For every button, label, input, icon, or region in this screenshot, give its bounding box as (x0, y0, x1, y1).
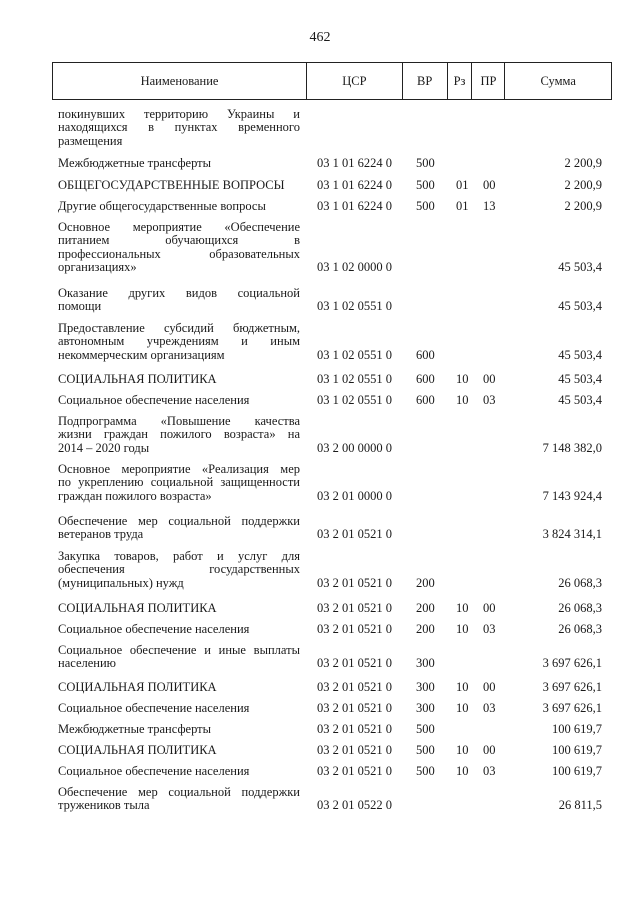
row-name-line: автономным учреждениям и иным (58, 334, 300, 349)
row-csr: 03 2 01 0521 0 (317, 722, 392, 736)
row-name (58, 644, 300, 671)
row-name-line: СОЦИАЛЬНАЯ ПОЛИТИКА (58, 680, 217, 694)
row-sum: 45 503,4 (558, 299, 602, 314)
row-pr: 00 (483, 743, 496, 757)
row-vr: 600 (416, 372, 435, 386)
row-csr: 03 2 01 0521 0 (317, 680, 392, 694)
row-name-line: Обеспечение мер социальной поддержки (58, 514, 300, 528)
row-name-line: покинувших территорию Украины и (58, 107, 300, 121)
row-csr: 03 2 01 0521 0 (317, 601, 392, 615)
row-name-line: Социальное обеспечение населения (58, 701, 250, 715)
row-sum: 26 811,5 (558, 798, 602, 813)
row-pr: 03 (483, 622, 496, 636)
row-name-line: Закупка товаров, работ и услуг для (58, 549, 300, 563)
row-name (58, 550, 300, 590)
row-csr: 03 1 01 6224 0 (317, 199, 392, 213)
row-csr: 03 2 00 0000 0 (317, 440, 392, 455)
row-name-line: населению (58, 656, 116, 671)
row-sum: 3 697 626,1 (542, 701, 602, 715)
row-csr: 03 2 01 0522 0 (317, 798, 392, 813)
row-name-line: Межбюджетные трансферты (58, 156, 212, 170)
row-name-line: Другие общегосударственные вопросы (58, 199, 266, 213)
row-name (58, 515, 300, 542)
row-vr: 600 (416, 393, 435, 407)
row-rz: 10 (456, 701, 469, 715)
column-header-vr: ВР (403, 63, 448, 99)
row-csr: 03 1 02 0551 0 (317, 393, 392, 407)
row-vr: 200 (416, 575, 435, 590)
row-csr: 03 2 01 0521 0 (317, 764, 392, 778)
row-name (58, 681, 300, 694)
row-name-line: некоммерческим организациям (58, 347, 225, 362)
row-name (58, 723, 300, 736)
row-vr: 500 (416, 764, 435, 778)
row-name-line: граждан пожилого возраста» (58, 488, 212, 503)
row-rz: 10 (456, 764, 469, 778)
row-name (58, 373, 300, 386)
page-number: 462 (309, 30, 331, 45)
row-csr: 03 2 01 0521 0 (317, 527, 392, 542)
row-pr: 00 (483, 178, 496, 192)
row-name-line: Социальное обеспечение населения (58, 764, 250, 778)
row-name-line: помощи (58, 299, 102, 314)
row-csr: 03 1 02 0000 0 (317, 260, 392, 275)
row-pr: 00 (483, 601, 496, 615)
row-sum: 45 503,4 (558, 393, 602, 407)
row-csr: 03 1 02 0551 0 (317, 299, 392, 314)
row-name-line: Предоставление субсидий бюджетным, (58, 321, 300, 335)
row-name-line: тружеников тыла (58, 798, 150, 813)
row-name (58, 157, 300, 170)
row-name-line: находящихся в пунктах временного (58, 120, 300, 135)
row-csr: 03 2 01 0521 0 (317, 743, 392, 757)
row-csr: 03 1 01 6224 0 (317, 156, 392, 170)
row-csr: 03 2 01 0521 0 (317, 701, 392, 715)
row-vr: 500 (416, 178, 435, 192)
column-header-rz: Рз (448, 63, 473, 99)
row-vr: 200 (416, 622, 435, 636)
row-name-line: (муниципальных) нужд (58, 575, 184, 590)
row-vr: 500 (416, 156, 435, 170)
row-pr: 03 (483, 764, 496, 778)
row-name (58, 287, 300, 314)
row-sum: 2 200,9 (564, 199, 602, 213)
row-sum: 26 068,3 (558, 622, 602, 636)
row-rz: 10 (456, 372, 469, 386)
row-name (58, 179, 300, 192)
row-csr: 03 2 01 0521 0 (317, 656, 392, 671)
row-rz: 10 (456, 601, 469, 615)
row-name-line: Основное мероприятие «Обеспечение (58, 220, 300, 234)
row-name-line: Социальное обеспечение и иные выплаты (58, 643, 300, 657)
row-name-line: Межбюджетные трансферты (58, 722, 212, 736)
row-pr: 00 (483, 680, 496, 694)
row-name (58, 786, 300, 813)
row-vr: 500 (416, 199, 435, 213)
row-vr: 300 (416, 656, 435, 671)
column-header-csr: ЦСР (307, 63, 403, 99)
row-sum: 45 503,4 (558, 347, 602, 362)
row-name-line: питанием обучающихся в (58, 233, 300, 248)
row-csr: 03 2 01 0000 0 (317, 488, 392, 503)
row-name (58, 744, 300, 757)
row-sum: 26 068,3 (558, 575, 602, 590)
row-name (58, 702, 300, 715)
row-csr: 03 1 02 0551 0 (317, 372, 392, 386)
row-sum: 3 824 314,1 (542, 527, 602, 542)
column-header-pr: ПР (472, 63, 505, 99)
column-header-name: Наименование (53, 63, 307, 99)
row-name-line: ветеранов труда (58, 527, 144, 542)
row-name (58, 623, 300, 636)
row-csr: 03 1 01 6224 0 (317, 178, 392, 192)
row-name-line: СОЦИАЛЬНАЯ ПОЛИТИКА (58, 743, 217, 757)
row-rz: 10 (456, 393, 469, 407)
row-name-line: размещения (58, 133, 123, 148)
row-sum: 45 503,4 (558, 372, 602, 386)
row-sum: 100 619,7 (552, 764, 602, 778)
row-name (58, 602, 300, 615)
row-vr: 500 (416, 743, 435, 757)
row-name-line: Основное мероприятие «Реализация мер (58, 462, 300, 476)
row-name-line: 2014 – 2020 годы (58, 440, 150, 455)
row-name (58, 765, 300, 778)
row-name (58, 221, 300, 275)
row-name-line: Подпрограмма «Повышение качества (58, 414, 300, 428)
row-name-line: Оказание других видов социальной (58, 286, 300, 300)
row-vr: 300 (416, 701, 435, 715)
row-vr: 600 (416, 347, 435, 362)
row-vr: 300 (416, 680, 435, 694)
row-name-line: обеспечения государственных (58, 562, 300, 577)
row-name-line: Социальное обеспечение населения (58, 622, 250, 636)
row-name-line: СОЦИАЛЬНАЯ ПОЛИТИКА (58, 372, 217, 386)
row-csr: 03 2 01 0521 0 (317, 575, 392, 590)
row-rz: 10 (456, 680, 469, 694)
row-sum: 100 619,7 (552, 722, 602, 736)
row-name-line: организациях» (58, 260, 137, 275)
row-csr: 03 1 02 0551 0 (317, 347, 392, 362)
row-name-line: ОБЩЕГОСУДАРСТВЕННЫЕ ВОПРОСЫ (58, 178, 285, 192)
row-sum: 3 697 626,1 (542, 656, 602, 671)
row-sum: 7 143 924,4 (542, 488, 602, 503)
row-name-line: Социальное обеспечение населения (58, 393, 250, 407)
row-sum: 26 068,3 (558, 601, 602, 615)
row-name (58, 463, 300, 503)
row-sum: 2 200,9 (564, 156, 602, 170)
row-sum: 100 619,7 (552, 743, 602, 757)
row-name-line: Обеспечение мер социальной поддержки (58, 785, 300, 799)
row-rz: 01 (456, 178, 469, 192)
row-pr: 00 (483, 372, 496, 386)
row-name (58, 108, 300, 148)
row-rz: 10 (456, 622, 469, 636)
row-pr: 03 (483, 701, 496, 715)
row-rz: 10 (456, 743, 469, 757)
row-csr: 03 2 01 0521 0 (317, 622, 392, 636)
row-name (58, 394, 300, 407)
column-header-sum: Сумма (540, 73, 576, 88)
row-name (58, 200, 300, 213)
row-name (58, 415, 300, 455)
row-sum: 7 148 382,0 (542, 440, 602, 455)
row-rz: 01 (456, 199, 469, 213)
row-name-line: профессиональных образовательных (58, 246, 300, 261)
row-vr: 500 (416, 722, 435, 736)
row-sum: 3 697 626,1 (542, 680, 602, 694)
row-vr: 200 (416, 601, 435, 615)
row-sum: 45 503,4 (558, 260, 602, 275)
row-pr: 03 (483, 393, 496, 407)
row-name-line: жизни граждан пожилого возраста» на (58, 427, 300, 442)
row-sum: 2 200,9 (564, 178, 602, 192)
row-name-line: по укреплению социальной защищенности (58, 475, 300, 490)
row-name-line: СОЦИАЛЬНАЯ ПОЛИТИКА (58, 601, 217, 615)
row-pr: 13 (483, 199, 496, 213)
row-name (58, 322, 300, 362)
